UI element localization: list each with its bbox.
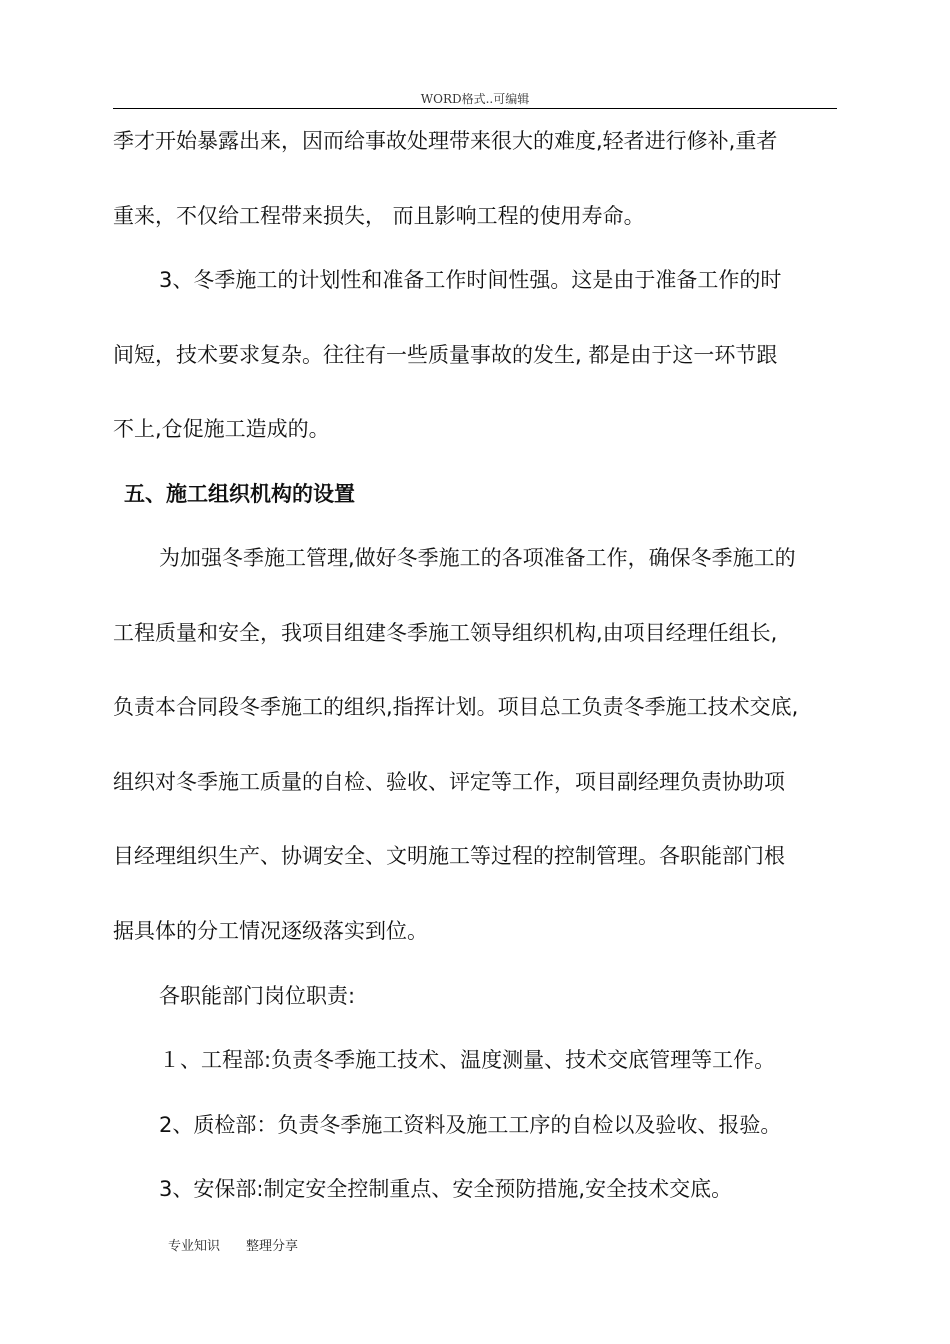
body-line: 重来，不仅给工程带来损失， 而且影响工程的使用寿命。 <box>113 204 645 228</box>
body-line: 为加强冬季施工管理,做好冬季施工的各项准备工作，确保冬季施工的 <box>159 546 796 570</box>
header-divider <box>113 108 837 109</box>
footer-left: 专业知识 <box>168 1239 221 1254</box>
body-line: 目经理组织生产、协调安全、文明施工等过程的控制管理。各职能部门根 <box>113 844 785 868</box>
body-line: 负责本合同段冬季施工的组织,指挥计划。项目总工负责冬季施工技术交底, <box>113 695 799 719</box>
list-item: 3、安保部:制定安全控制重点、安全预防措施,安全技术交底。 <box>159 1177 733 1201</box>
body-line: 3、冬季施工的计划性和准备工作时间性强。这是由于准备工作的时 <box>159 268 782 292</box>
list-item: １、工程部:负责冬季施工技术、温度测量、技术交底管理等工作。 <box>159 1048 776 1072</box>
body-line: 据具体的分工情况逐级落实到位。 <box>113 919 428 943</box>
list-item: 2、质检部：负责冬季施工资料及施工工序的自检以及验收、报验。 <box>159 1113 782 1137</box>
body-line: 季才开始暴露出来，因而给事故处理带来很大的难度,轻者进行修补,重者 <box>113 129 778 153</box>
footer-right: 整理分享 <box>246 1239 299 1254</box>
body-line: 间短，技术要求复杂。往往有一些质量事故的发生, 都是由于这一环节跟 <box>113 343 778 367</box>
body-line: 各职能部门岗位职责: <box>159 984 356 1008</box>
body-line: 工程质量和安全，我项目组建冬季施工领导组织机构,由项目经理任组长, <box>113 621 778 645</box>
page-header: WORD格式..可编辑 <box>420 92 530 106</box>
page-footer <box>168 1238 298 1256</box>
body-line: 组织对冬季施工质量的自检、验收、评定等工作，项目副经理负责协助项 <box>113 770 785 794</box>
section-heading: 五、施工组织机构的设置 <box>124 482 355 506</box>
body-line: 不上,仓促施工造成的。 <box>113 417 330 441</box>
